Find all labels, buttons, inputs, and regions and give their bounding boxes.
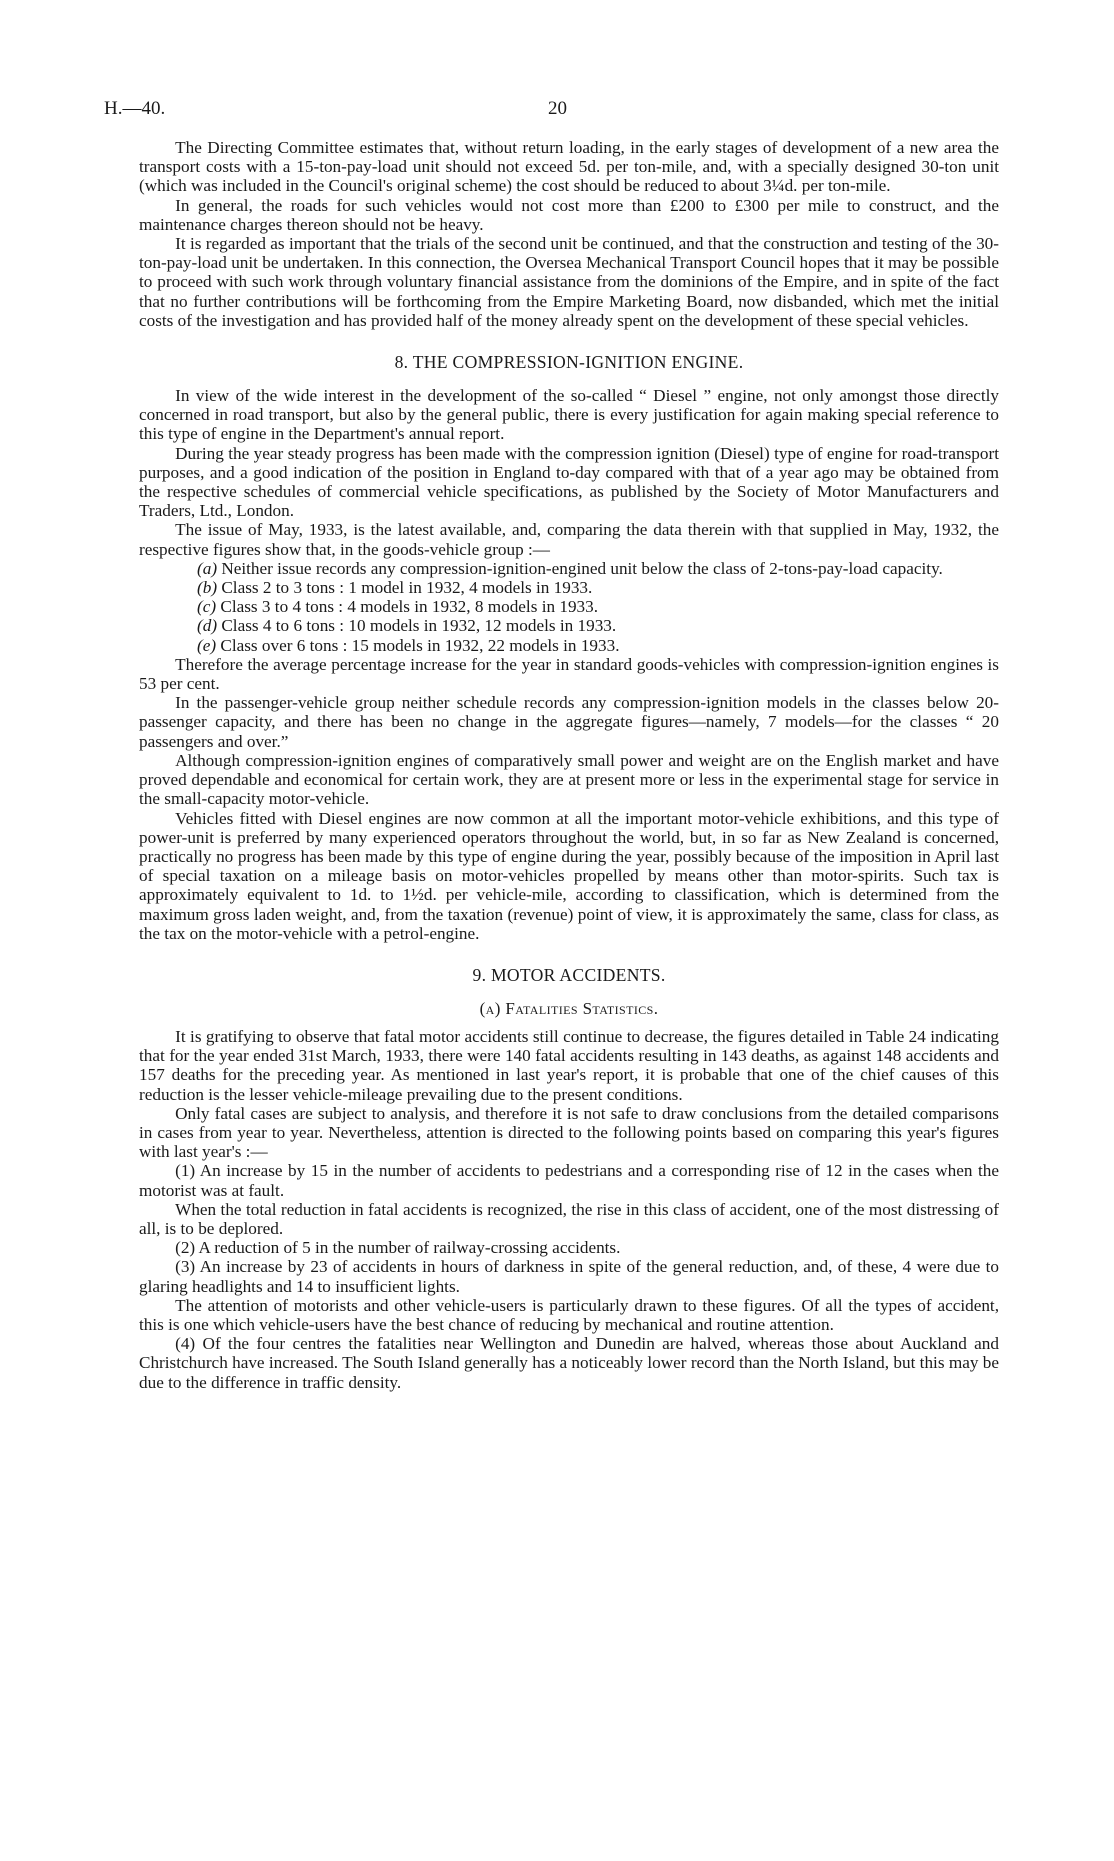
list-marker: (a) (197, 558, 218, 578)
paragraph: It is regarded as important that the trials of the second unit be continued, and that the construction and testing of the 30-ton-pay-load unit be undertaken. In this connection, the Oversea Mechanical Transport Council hopes that it may be possible to proceed with such work through voluntary financial assistance from the dominions of the Empire, and in spite of the fact that no further contributions will be forthcoming from the Empire Marketing Board, now disbanded, which met the initial costs of the investigation and has provided half of the money already spent on the development of these special vehicles. (139, 234, 999, 330)
numbered-point: (2) A reduction of 5 in the number of railway-crossing accidents. (175, 1238, 621, 1258)
page-number: 20 (548, 98, 567, 119)
list-item (139, 559, 999, 578)
paragraph: Vehicles fitted with Diesel engines are now common at all the important motor-vehicle exhibitions, and this type of power-unit is preferred by many experienced operators throughout the world, but, in so far as New Zealand is concerned, practically no progress has been made by this type of engine during the year, possibly because of the imposition in April last of special taxation on a mileage basis on motor-vehicles propelled by means other than motor-spirits. Such tax is approximately equivalent to 1d. to 1½d. per vehicle-mile, according to classification, which is determined from the maximum gross laden weight, and, from the taxation (revenue) point of view, it is approximately the same, class for class, as the tax on the motor-vehicle with a petrol-engine. (139, 808, 999, 943)
numbered-point: (1) An increase by 15 in the number of accidents to pedestrians and a corresponding rise of 12 in the cases when the motorist was at fault. (139, 1161, 999, 1200)
subsection-heading: (a) Fatalities Statistics. (479, 998, 659, 1018)
list-marker: (d) (197, 616, 218, 636)
section-heading: 9. MOTOR ACCIDENTS. (472, 964, 666, 985)
list-item (139, 616, 999, 635)
list-marker: (c) (197, 597, 217, 617)
paragraph: The issue of May, 1933, is the latest available, and, comparing the data therein with that supplied in May, 1932, the respective figures show that, in the goods-vehicle group :— (139, 520, 999, 559)
list-item-text: Class 3 to 4 tons : 4 models in 1932, 8 models in 1933. (220, 597, 599, 617)
paragraph: In the passenger-vehicle group neither schedule records any compression-ignition models in the classes below 20-passenger capacity, and there has been no change in the aggregate figures—namely, 7 models—for the classes “ 20 passengers and over.” (139, 693, 999, 751)
list-item-text: Class 4 to 6 tons : 10 models in 1932, 12 models in 1933. (221, 616, 617, 636)
paragraph: In general, the roads for such vehicles would not cost more than £200 to £300 per mile to construct, and the maintenance charges thereon should not be heavy. (139, 195, 999, 234)
list-marker: (b) (197, 578, 218, 598)
paragraph: The Directing Committee estimates that, without return loading, in the early stages of development of a new area the transport costs with a 15-ton-pay-load unit should not exceed 5d. per ton-mile, and, with a specially designed 30-ton unit (which was included in the Council's original scheme) the cost should be reduced to about 3¼d. per ton-mile. (139, 138, 999, 196)
list-item-text: Class 2 to 3 tons : 1 model in 1932, 4 models in 1933. (221, 578, 593, 598)
list-item-text: Neither issue records any compression-ignition-engined unit below the class of 2-tons-pay-load capacity. (221, 558, 943, 578)
vehicle-class-list (139, 559, 999, 655)
paragraph: Only fatal cases are subject to analysis, and therefore it is not safe to draw conclusions from the detailed comparisons in cases from year to year. Nevertheless, attention is directed to the following points based on comparing this year's figures with last year's :— (139, 1103, 999, 1162)
numbered-point: (3) An increase by 23 of accidents in hours of darkness in spite of the general reduction, and, of these, 4 were due to glaring headlights and 14 to insufficient lights. (139, 1257, 999, 1296)
paragraph: The attention of motorists and other vehicle-users is particularly drawn to these figures. Of all the types of accident, this is one which vehicle-users have the best chance of reducing by mechanical and routine attention. (139, 1295, 999, 1334)
paragraph: During the year steady progress has been made with the compression ignition (Diesel) type of engine for road-transport purposes, and a good indication of the position in England to-day compared with that of a year ago may be obtained from the respective schedules of commercial vehicle specifications, as published by the Society of Motor Manufacturers and Traders, Ltd., London. (139, 443, 999, 521)
paragraph: In view of the wide interest in the development of the so-called “ Diesel ” engine, not only amongst those directly concerned in road transport, but also by the general public, there is every justification for again making special reference to this type of engine in the Department's annual report. (139, 386, 999, 444)
paragraph: Although compression-ignition engines of comparatively small power and weight are on the English market and have proved dependable and economical for certain work, they are at present more or less in the experimental stage for service in the small-capacity motor-vehicle. (139, 750, 999, 809)
intro-section (139, 138, 999, 330)
list-item-text: Class over 6 tons : 15 models in 1932, 22 models in 1933. (220, 635, 620, 655)
list-item (139, 636, 999, 655)
document-id: H.—40. (104, 98, 166, 119)
numbered-point: (4) Of the four centres the fatalities near Wellington and Dunedin are halved, whereas those about Auckland and Christchurch have increased. The South Island generally has a noticeably lower record than the North Island, but this may be due to the difference in traffic density. (139, 1334, 999, 1392)
paragraph: When the total reduction in fatal accidents is recognized, the rise in this class of accident, one of the most distressing of all, is to be deplored. (139, 1199, 999, 1238)
paragraph: Therefore the average percentage increase for the year in standard goods-vehicles with compression-ignition engines is 53 per cent. (139, 654, 999, 694)
section-heading: 8. THE COMPRESSION-IGNITION ENGINE. (394, 352, 744, 373)
list-item (139, 578, 999, 597)
section-compression-ignition (139, 352, 999, 943)
paragraph: It is gratifying to observe that fatal motor accidents still continue to decrease, the figures detailed in Table 24 indicating that for the year ended 31st March, 1933, there were 140 fatal accidents resulting in 143 deaths, as against 148 accidents and 157 deaths for the preceding year. As mentioned in last year's report, it is probable that one of the chief causes of this reduction is the lesser vehicle-mileage prevailing due to the present conditions. (139, 1026, 999, 1104)
list-item (139, 597, 999, 616)
running-header (104, 98, 999, 138)
list-marker: (e) (197, 635, 217, 655)
section-motor-accidents (139, 965, 999, 1392)
